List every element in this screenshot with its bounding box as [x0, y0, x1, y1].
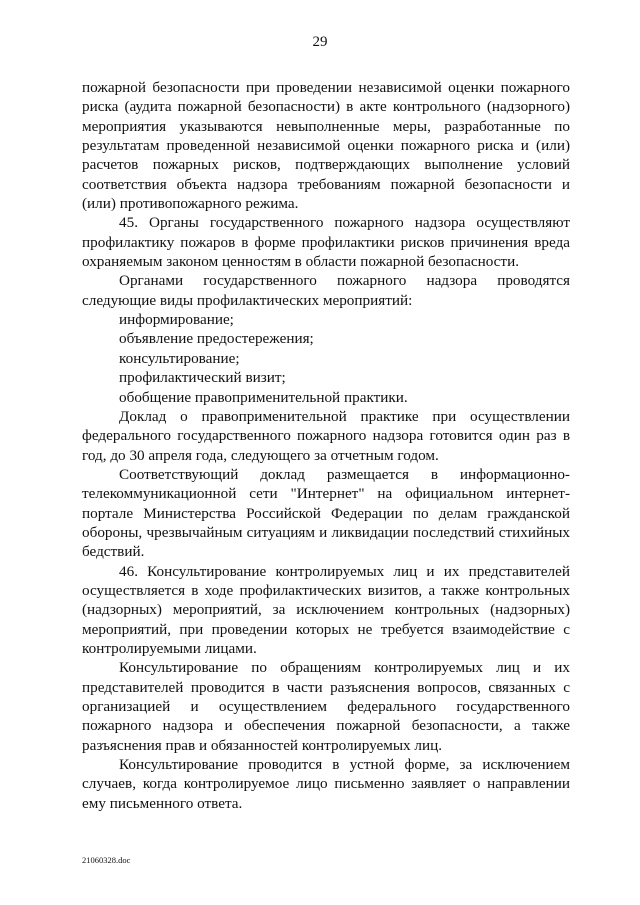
- list-item-preventive-visit: профилактический визит;: [119, 369, 286, 387]
- paragraph-report: Доклад о правоприменительной практике при осуществлении федерального государственного пожарного надзора готовится один раз в год, до 30 апреля года, следующего за отчетным годом.: [82, 407, 570, 464]
- page-number: 29: [312, 34, 328, 50]
- paragraph-continuation: пожарной безопасности при проведении независимой оценки пожарного риска (аудита пожарной безопасности) в акте контрольного (надзорного) мероприятия указываются невыполненные меры, разработанные по результатам проведенной независимой оценки пожарного риска и (или) расчетов пожарных рисков, подтверждающих выполнение условий соответствия объекта надзора требованиям пожарной безопасности и (или) противопожарного режима.: [82, 79, 570, 213]
- list-item-warning: объявление предостережения;: [119, 330, 314, 348]
- document-body: [82, 78, 570, 813]
- paragraph-consulting-requests: Консультирование по обращениям контролируемых лиц и их представителей проводится в части разъяснения вопросов, связанных с организацией и осуществлением федерального государственного пожарного надзора и обеспечения пожарной безопасности, а также разъяснения прав и обязанностей контролируемых лиц.: [82, 659, 570, 754]
- paragraph-consulting-form: Консультирование проводится в устной форме, за исключением случаев, когда контролируемое лицо письменно заявляет о направлении ему письменного ответа.: [82, 756, 570, 812]
- list-item-informing: информирование;: [119, 311, 234, 329]
- paragraph-item-46: 46. Консультирование контролируемых лиц и их представителей осуществляется в ходе профилактических визитов, а также контрольных (надзорных) мероприятий, за исключением контрольных (надзорных) мероприятий, при проведении которых не требуется взаимодействие с контролируемыми лицами.: [82, 562, 570, 657]
- paragraph-report-publication: Соответствующий доклад размещается в информационно-телекоммуникационной сети "Интернет" на официальном интернет-портале Министерства Российской Федерации по делам гражданской обороны, чрезвычайным ситуациям и ликвидации последствий стихийных бедствий.: [82, 465, 570, 561]
- list-item-practice-summary: обобщение правоприменительной практики.: [119, 388, 408, 406]
- paragraph-prevention-types-intro: Органами государственного пожарного надзора проводятся следующие виды профилактических мероприятий:: [82, 272, 570, 309]
- list-item-consulting: консультирование;: [119, 349, 240, 367]
- paragraph-item-45: 45. Органы государственного пожарного надзора осуществляют профилактику пожаров в форме профилактики рисков причинения вреда охраняемым законом ценностям в области пожарной безопасности.: [82, 214, 570, 271]
- document-file-code: 21060328.doc: [82, 855, 131, 865]
